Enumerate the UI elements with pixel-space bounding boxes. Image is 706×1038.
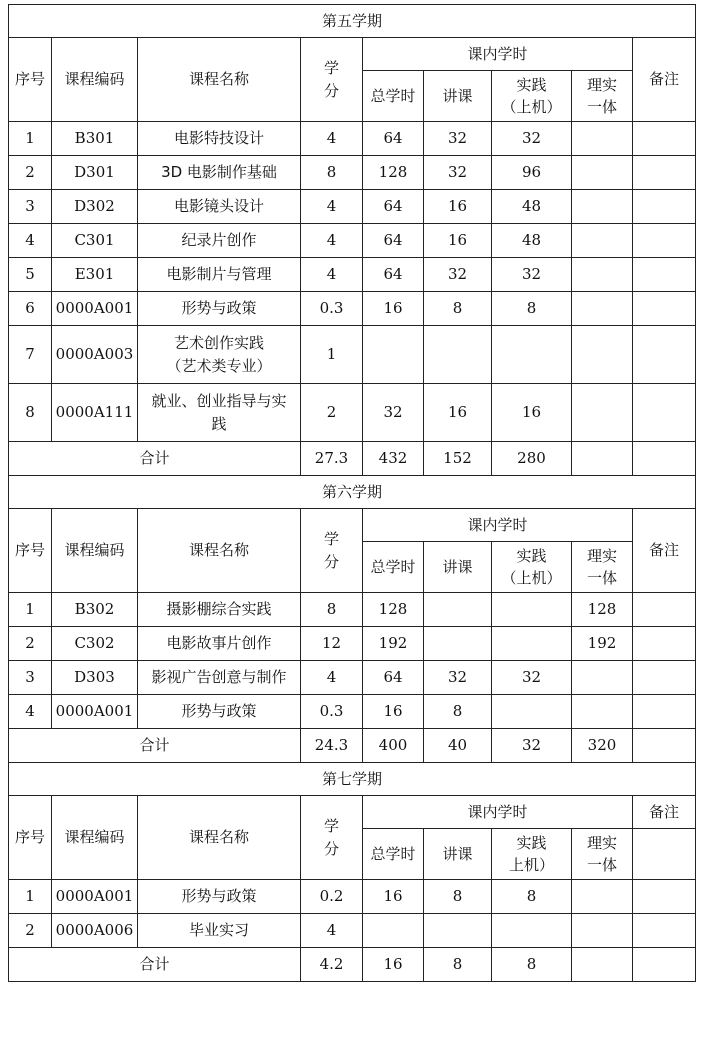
table-row xyxy=(9,258,696,292)
cell-total: 64 xyxy=(363,224,424,258)
semester-7-sum xyxy=(9,948,696,982)
cell-total: 16 xyxy=(363,880,424,914)
sum-remark xyxy=(633,729,696,763)
sum-integrated xyxy=(572,442,633,476)
sum-practice: 280 xyxy=(492,442,572,476)
header-code: 课程编码 xyxy=(52,38,138,122)
cell-code: D302 xyxy=(52,190,138,224)
cell-credit: 4 xyxy=(301,914,363,948)
header-practice: 实践 （上机） xyxy=(492,71,572,122)
header-lecture: 讲课 xyxy=(424,542,492,593)
semester-title: 第五学期 xyxy=(9,5,696,38)
course-schedule-table xyxy=(8,4,696,982)
cell-remark xyxy=(633,190,696,224)
cell-code: 0000A006 xyxy=(52,914,138,948)
header-integrated: 理实 一体 xyxy=(572,829,633,880)
cell-credit: 1 xyxy=(301,326,363,384)
cell-seq: 2 xyxy=(9,627,52,661)
sum-total: 400 xyxy=(363,729,424,763)
header-seq: 序号 xyxy=(9,796,52,880)
cell-total: 32 xyxy=(363,384,424,442)
header-remark: 备注 xyxy=(633,38,696,122)
sum-label: 合计 xyxy=(9,948,301,982)
semester-title: 第六学期 xyxy=(9,476,696,509)
cell-remark xyxy=(633,914,696,948)
cell-code: 0000A001 xyxy=(52,292,138,326)
cell-name: 电影镜头设计 xyxy=(138,190,301,224)
cell-practice xyxy=(492,627,572,661)
header-seq: 序号 xyxy=(9,509,52,593)
header-integrated: 理实 一体 xyxy=(572,71,633,122)
cell-practice: 32 xyxy=(492,258,572,292)
cell-credit: 4 xyxy=(301,661,363,695)
cell-total: 64 xyxy=(363,661,424,695)
cell-integrated xyxy=(572,156,633,190)
cell-seq: 3 xyxy=(9,661,52,695)
sum-credit: 4.2 xyxy=(301,948,363,982)
cell-name: 摄影棚综合实践 xyxy=(138,593,301,627)
sum-total: 16 xyxy=(363,948,424,982)
cell-seq: 5 xyxy=(9,258,52,292)
sum-credit: 24.3 xyxy=(301,729,363,763)
table-row xyxy=(9,695,696,729)
cell-code: C302 xyxy=(52,627,138,661)
cell-lecture xyxy=(424,914,492,948)
cell-code: D303 xyxy=(52,661,138,695)
cell-remark xyxy=(633,156,696,190)
cell-lecture xyxy=(424,326,492,384)
cell-lecture: 8 xyxy=(424,880,492,914)
cell-remark xyxy=(633,292,696,326)
cell-credit: 2 xyxy=(301,384,363,442)
cell-integrated xyxy=(572,326,633,384)
header-code: 课程编码 xyxy=(52,509,138,593)
cell-name: 形势与政策 xyxy=(138,292,301,326)
cell-remark xyxy=(633,384,696,442)
header-name: 课程名称 xyxy=(138,38,301,122)
cell-seq: 4 xyxy=(9,224,52,258)
header-lecture: 讲课 xyxy=(424,829,492,880)
semester-7-rows xyxy=(9,880,696,948)
sum-lecture: 8 xyxy=(424,948,492,982)
cell-lecture: 8 xyxy=(424,695,492,729)
cell-name: 就业、创业指导与实 践 xyxy=(138,384,301,442)
cell-name: 电影特技设计 xyxy=(138,122,301,156)
cell-credit: 4 xyxy=(301,258,363,292)
table-row xyxy=(9,122,696,156)
cell-credit: 4 xyxy=(301,122,363,156)
sum-remark xyxy=(633,442,696,476)
semester-6-rows xyxy=(9,593,696,729)
cell-lecture xyxy=(424,627,492,661)
cell-practice: 8 xyxy=(492,880,572,914)
header-name: 课程名称 xyxy=(138,509,301,593)
cell-lecture: 32 xyxy=(424,156,492,190)
sum-label: 合计 xyxy=(9,729,301,763)
cell-practice xyxy=(492,695,572,729)
cell-total xyxy=(363,326,424,384)
semester-title: 第七学期 xyxy=(9,763,696,796)
cell-seq: 2 xyxy=(9,156,52,190)
cell-credit: 12 xyxy=(301,627,363,661)
header-integrated: 理实 一体 xyxy=(572,542,633,593)
cell-total xyxy=(363,914,424,948)
cell-practice xyxy=(492,593,572,627)
cell-lecture: 32 xyxy=(424,258,492,292)
sum-total: 432 xyxy=(363,442,424,476)
cell-remark xyxy=(633,627,696,661)
cell-practice: 32 xyxy=(492,661,572,695)
header-remark-empty xyxy=(633,829,696,880)
table-row xyxy=(9,292,696,326)
semester-6-section xyxy=(9,476,696,593)
cell-total: 192 xyxy=(363,627,424,661)
cell-seq: 2 xyxy=(9,914,52,948)
cell-seq: 1 xyxy=(9,880,52,914)
cell-practice: 96 xyxy=(492,156,572,190)
table-row xyxy=(9,661,696,695)
table-row xyxy=(9,156,696,190)
sum-integrated: 320 xyxy=(572,729,633,763)
sum-lecture: 152 xyxy=(424,442,492,476)
cell-remark xyxy=(633,880,696,914)
cell-integrated xyxy=(572,258,633,292)
cell-name: 毕业实习 xyxy=(138,914,301,948)
cell-integrated xyxy=(572,292,633,326)
cell-code: C301 xyxy=(52,224,138,258)
cell-credit: 0.3 xyxy=(301,695,363,729)
cell-code: 0000A111 xyxy=(52,384,138,442)
cell-credit: 8 xyxy=(301,593,363,627)
cell-code: 0000A003 xyxy=(52,326,138,384)
sum-label: 合计 xyxy=(9,442,301,476)
semester-7-section xyxy=(9,763,696,880)
cell-seq: 7 xyxy=(9,326,52,384)
header-remark: 备注 xyxy=(633,509,696,593)
cell-lecture: 32 xyxy=(424,661,492,695)
cell-practice: 48 xyxy=(492,224,572,258)
cell-seq: 4 xyxy=(9,695,52,729)
header-credit: 学 分 xyxy=(301,796,363,880)
cell-credit: 0.2 xyxy=(301,880,363,914)
cell-seq: 6 xyxy=(9,292,52,326)
sum-credit: 27.3 xyxy=(301,442,363,476)
table-row xyxy=(9,914,696,948)
cell-name: 电影制片与管理 xyxy=(138,258,301,292)
sum-practice: 8 xyxy=(492,948,572,982)
table-row xyxy=(9,627,696,661)
cell-seq: 3 xyxy=(9,190,52,224)
cell-integrated xyxy=(572,880,633,914)
sum-integrated xyxy=(572,948,633,982)
header-remark: 备注 xyxy=(633,796,696,829)
cell-code: E301 xyxy=(52,258,138,292)
cell-total: 64 xyxy=(363,190,424,224)
cell-integrated xyxy=(572,190,633,224)
cell-remark xyxy=(633,661,696,695)
cell-remark xyxy=(633,326,696,384)
cell-lecture: 32 xyxy=(424,122,492,156)
cell-seq: 1 xyxy=(9,122,52,156)
table-row xyxy=(9,190,696,224)
header-hours-group: 课内学时 xyxy=(363,796,633,829)
cell-code: B301 xyxy=(52,122,138,156)
cell-integrated xyxy=(572,122,633,156)
header-name: 课程名称 xyxy=(138,796,301,880)
cell-practice xyxy=(492,326,572,384)
cell-credit: 0.3 xyxy=(301,292,363,326)
cell-code: 0000A001 xyxy=(52,880,138,914)
semester-5-rows xyxy=(9,122,696,442)
cell-total: 16 xyxy=(363,292,424,326)
cell-seq: 1 xyxy=(9,593,52,627)
semester-5-sum xyxy=(9,442,696,476)
cell-practice: 32 xyxy=(492,122,572,156)
cell-name: 纪录片创作 xyxy=(138,224,301,258)
header-lecture: 讲课 xyxy=(424,71,492,122)
cell-practice: 8 xyxy=(492,292,572,326)
cell-remark xyxy=(633,593,696,627)
table-row xyxy=(9,326,696,384)
cell-remark xyxy=(633,258,696,292)
cell-seq: 8 xyxy=(9,384,52,442)
cell-remark xyxy=(633,695,696,729)
cell-code: B302 xyxy=(52,593,138,627)
cell-practice: 48 xyxy=(492,190,572,224)
cell-integrated: 192 xyxy=(572,627,633,661)
cell-credit: 4 xyxy=(301,224,363,258)
cell-integrated: 128 xyxy=(572,593,633,627)
header-credit: 学 分 xyxy=(301,38,363,122)
cell-integrated xyxy=(572,914,633,948)
cell-total: 16 xyxy=(363,695,424,729)
cell-remark xyxy=(633,224,696,258)
header-hours-group: 课内学时 xyxy=(363,38,633,71)
cell-name: 形势与政策 xyxy=(138,880,301,914)
sum-practice: 32 xyxy=(492,729,572,763)
semester-6-sum xyxy=(9,729,696,763)
cell-integrated xyxy=(572,661,633,695)
cell-lecture: 8 xyxy=(424,292,492,326)
cell-lecture: 16 xyxy=(424,190,492,224)
cell-integrated xyxy=(572,224,633,258)
cell-name: 3D 电影制作基础 xyxy=(138,156,301,190)
semester-5-section xyxy=(9,5,696,122)
cell-remark xyxy=(633,122,696,156)
header-total: 总学时 xyxy=(363,542,424,593)
cell-lecture: 16 xyxy=(424,384,492,442)
cell-practice xyxy=(492,914,572,948)
header-hours-group: 课内学时 xyxy=(363,509,633,542)
cell-credit: 4 xyxy=(301,190,363,224)
header-total: 总学时 xyxy=(363,71,424,122)
cell-lecture xyxy=(424,593,492,627)
cell-total: 64 xyxy=(363,258,424,292)
sum-lecture: 40 xyxy=(424,729,492,763)
table-row xyxy=(9,593,696,627)
cell-integrated xyxy=(572,384,633,442)
cell-integrated xyxy=(572,695,633,729)
table-row xyxy=(9,880,696,914)
cell-name: 形势与政策 xyxy=(138,695,301,729)
cell-name: 影视广告创意与制作 xyxy=(138,661,301,695)
cell-name: 艺术创作实践 （艺术类专业） xyxy=(138,326,301,384)
cell-code: D301 xyxy=(52,156,138,190)
cell-code: 0000A001 xyxy=(52,695,138,729)
header-credit: 学 分 xyxy=(301,509,363,593)
table-row xyxy=(9,384,696,442)
header-practice: 实践 （上机） xyxy=(492,542,572,593)
cell-lecture: 16 xyxy=(424,224,492,258)
cell-credit: 8 xyxy=(301,156,363,190)
header-total: 总学时 xyxy=(363,829,424,880)
sum-remark xyxy=(633,948,696,982)
cell-total: 128 xyxy=(363,156,424,190)
cell-total: 64 xyxy=(363,122,424,156)
header-practice: 实践 上机） xyxy=(492,829,572,880)
table-row xyxy=(9,224,696,258)
cell-total: 128 xyxy=(363,593,424,627)
header-code: 课程编码 xyxy=(52,796,138,880)
header-seq: 序号 xyxy=(9,38,52,122)
cell-name: 电影故事片创作 xyxy=(138,627,301,661)
cell-practice: 16 xyxy=(492,384,572,442)
